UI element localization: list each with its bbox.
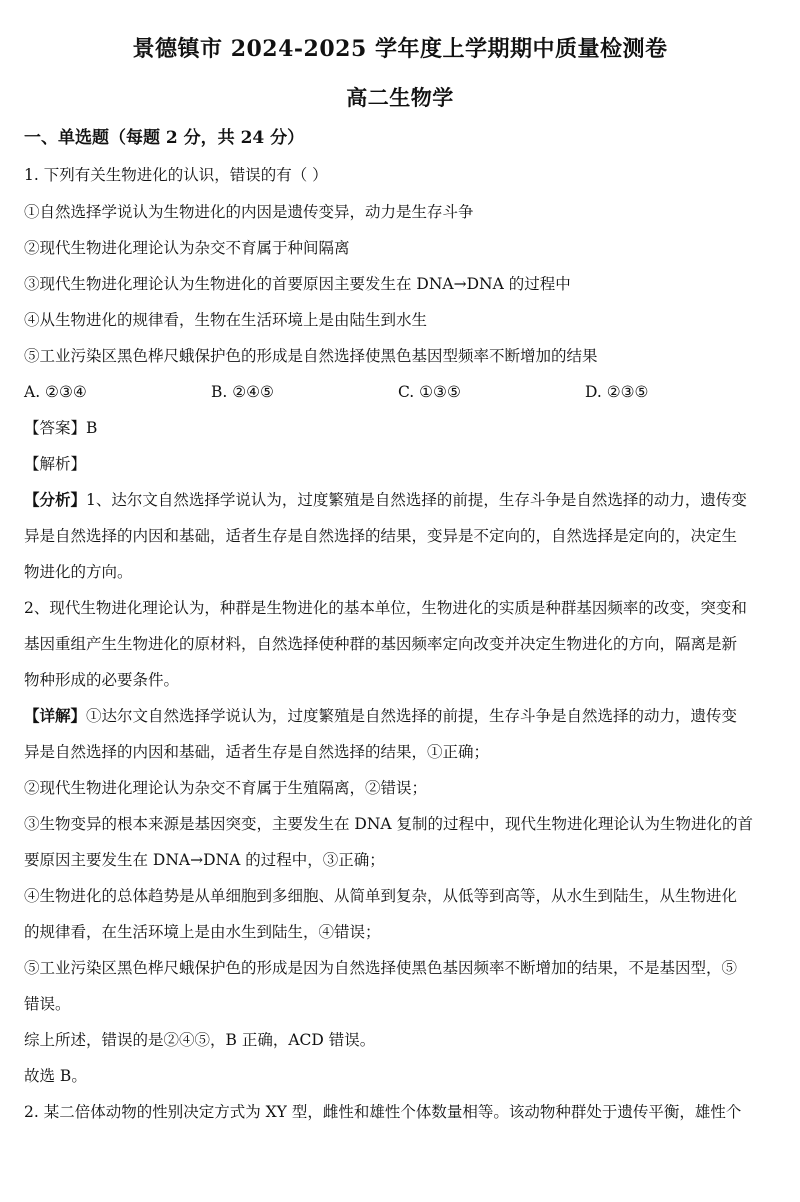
xiangjie-label: 【详解】 <box>24 706 87 725</box>
fenxi-label: 【分析】 <box>24 490 87 509</box>
fenxi-text: 1、达尔文自然选择学说认为，过度繁殖是自然选择的前提，生存斗争是自然选择的动力，遗传变 <box>86 491 747 509</box>
q1-fenxi-line-1 <box>24 490 784 510</box>
q1-item-1: ①自然选择学说认为生物进化的内因是遗传变异，动力是生存斗争 <box>24 203 474 221</box>
q1-xiangjie-line-8: ⑤工业污染区黑色桦尺蛾保护色的形成是因为自然选择使黑色基因频率不断增加的结果，不是基因型，⑤ <box>24 959 738 977</box>
q1-xiangjie-line-4: ③生物变异的根本来源是基因突变，主要发生在 DNA 复制的过程中，现代生物进化理论认为生物进化的首 <box>24 815 754 833</box>
q1-item-2: ②现代生物进化理论认为杂交不育属于种间隔离 <box>24 239 350 257</box>
q1-xiangjie-line-7: 的规律看，在生活环境上是由水生到陆生，④错误； <box>24 923 381 941</box>
q1-fenxi-line-6: 物种形成的必要条件。 <box>24 671 180 689</box>
q1-option-d: D. ②③⑤ <box>585 383 649 401</box>
q1-option-b: B. ②④⑤ <box>211 383 274 401</box>
q1-xiangjie-line-6: ④生物进化的总体趋势是从单细胞到多细胞、从简单到复杂，从低等到高等，从水生到陆生，从生物进化 <box>24 887 738 905</box>
q1-item-4: ④从生物进化的规律看，生物在生活环境上是由陆生到水生 <box>24 311 428 329</box>
q1-fenxi-line-3: 物进化的方向。 <box>24 563 133 581</box>
document-subtitle: 高二生物学 <box>346 85 454 110</box>
q1-item-3: ③现代生物进化理论认为生物进化的首要原因主要发生在 DNA→DNA 的过程中 <box>24 275 571 293</box>
q1-answer: 【答案】B <box>24 419 98 437</box>
q1-xiangjie-line-10: 综上所述，错误的是②④⑤，B 正确，ACD 错误。 <box>24 1031 376 1049</box>
q1-xiangjie-line-11: 故选 B。 <box>24 1067 87 1085</box>
question-1-stem: 1. 下列有关生物进化的认识，错误的有（ ） <box>24 166 328 184</box>
q1-item-5: ⑤工业污染区黑色桦尺蛾保护色的形成是自然选择使黑色基因型频率不断增加的结果 <box>24 347 598 365</box>
q1-xiangjie-line-3: ②现代生物进化理论认为杂交不育属于生殖隔离，②错误； <box>24 779 428 797</box>
q1-fenxi-line-2: 异是自然选择的内因和基础，适者生存是自然选择的结果，变异是不定向的，自然选择是定向的，决定生 <box>24 527 738 545</box>
q1-xiangjie-line-9: 错误。 <box>24 995 71 1013</box>
q1-option-c: C. ①③⑤ <box>398 383 461 401</box>
q1-fenxi-line-4: 2、现代生物进化理论认为，种群是生物进化的基本单位，生物进化的实质是种群基因频率的改变，突变和 <box>24 599 747 617</box>
q1-xiangjie-line-5: 要原因主要发生在 DNA→DNA 的过程中，③正确； <box>24 851 385 869</box>
xiangjie-text: ①达尔文自然选择学说认为，过度繁殖是自然选择的前提，生存斗争是自然选择的动力，遗传变 <box>86 707 738 725</box>
q1-xiangjie-line-1 <box>24 706 784 726</box>
q1-fenxi-line-5: 基因重组产生生物进化的原材料，自然选择使种群的基因频率定向改变并决定生物进化的方向，隔离是新 <box>24 635 738 653</box>
q1-option-a: A. ②③④ <box>24 383 87 401</box>
q1-analysis-label: 【解析】 <box>24 455 87 473</box>
document-title: 景德镇市 2024-2025 学年度上学期期中质量检测卷 <box>132 36 668 62</box>
q1-xiangjie-line-2: 异是自然选择的内因和基础，适者生存是自然选择的结果，①正确； <box>24 743 490 761</box>
question-2-stem: 2. 某二倍体动物的性别决定方式为 XY 型，雌性和雄性个体数量相等。该动物种群处于遗传平衡，雄性个 <box>24 1103 742 1121</box>
section-heading: 一、单选题（每题 2 分，共 24 分） <box>24 128 305 148</box>
